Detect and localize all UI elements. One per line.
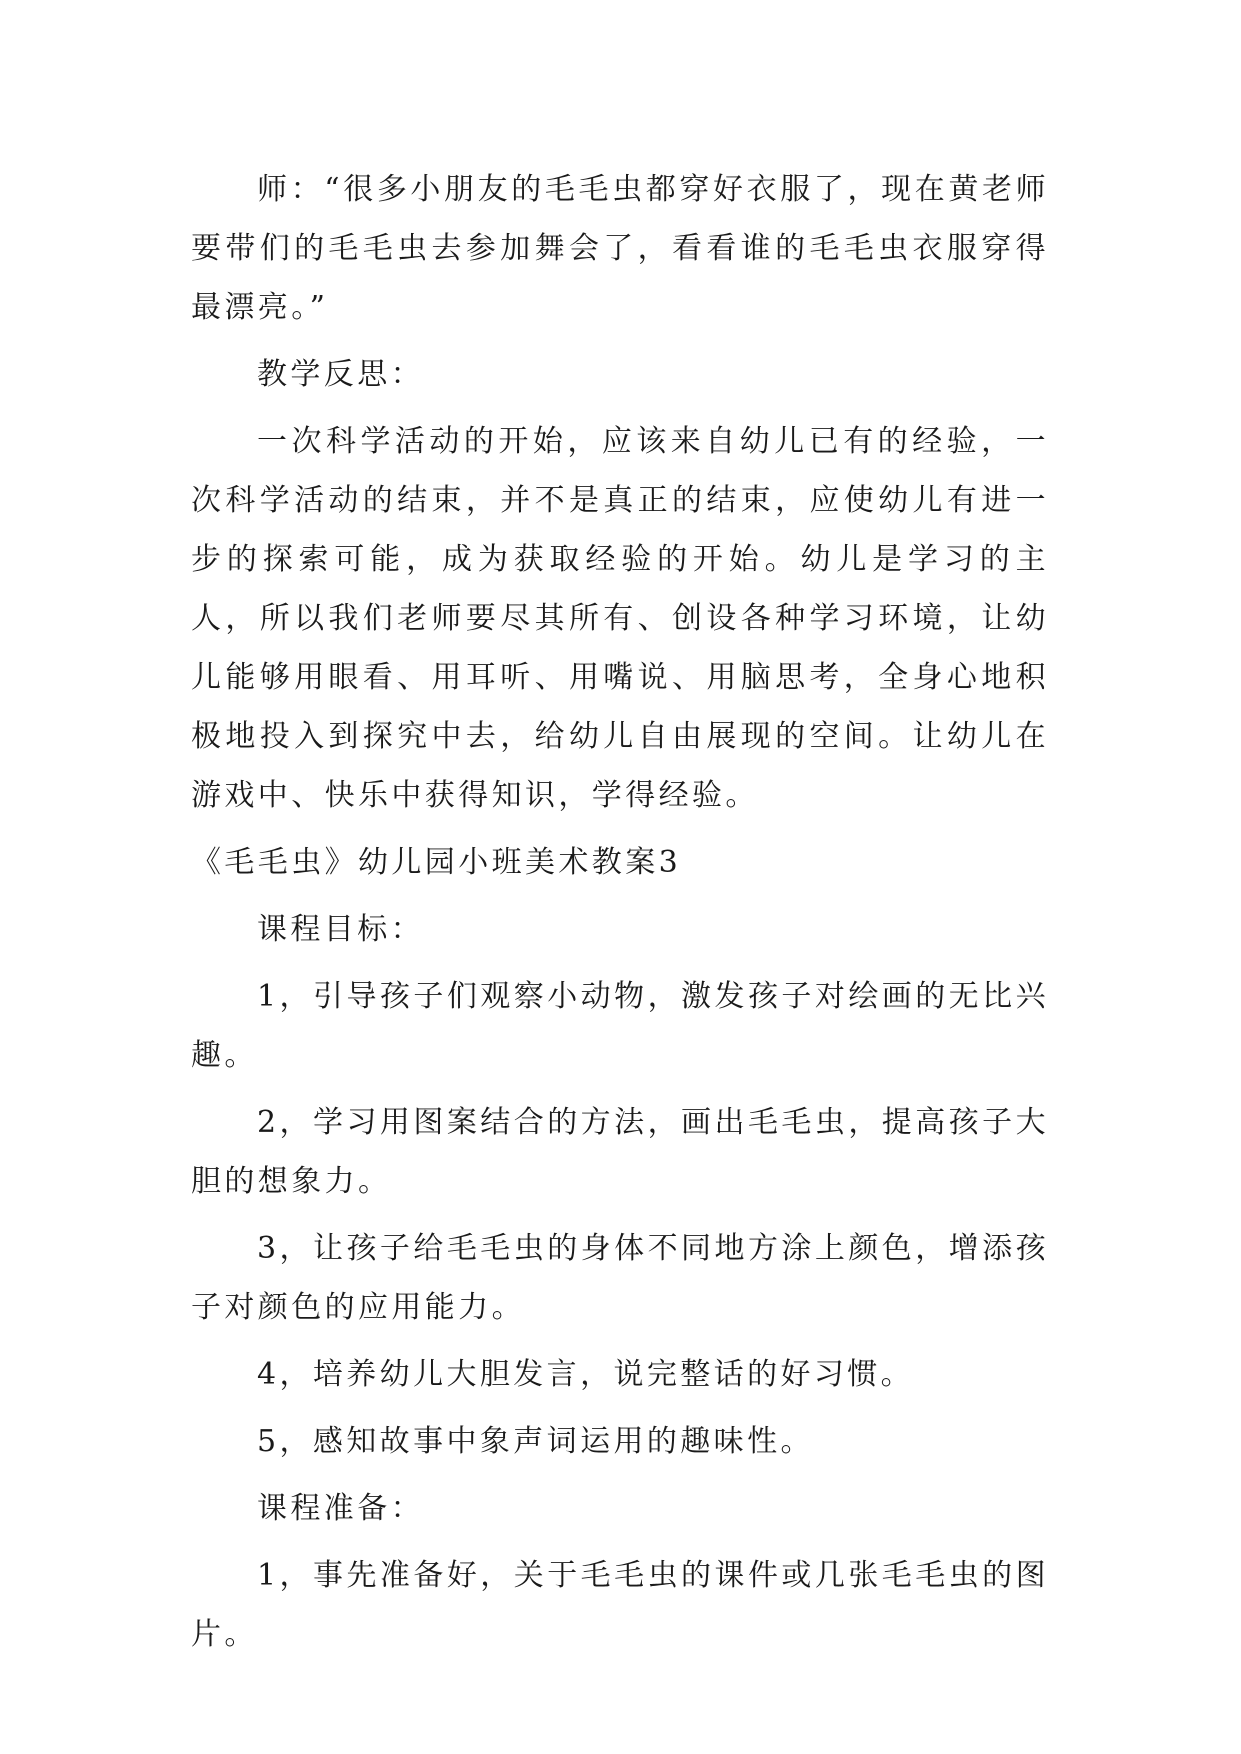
paragraph-goal-3: 3，让孩子给毛毛虫的身体不同地方涂上颜色，增添孩子对颜色的应用能力。 [191, 1231, 1049, 1325]
paragraph-teaching-reflection-label: 教学反思： [257, 357, 424, 392]
section-heading: 《毛毛虫》幼儿园小班美术教案3 [191, 845, 682, 880]
paragraph-prep-1: 1，事先准备好，关于毛毛虫的课件或几张毛毛虫的图片。 [191, 1558, 1049, 1652]
paragraph-teacher-quote: 师：“很多小朋友的毛毛虫都穿好衣服了，现在黄老师要带们的毛毛虫去参加舞会了，看看谁的毛毛虫衣服穿得最漂亮。” [191, 172, 1049, 325]
paragraph-goal-5: 5，感知故事中象声词运用的趣味性。 [257, 1424, 814, 1459]
paragraph-goal-1: 1，引导孩子们观察小动物，激发孩子对绘画的无比兴趣。 [191, 979, 1049, 1073]
paragraph-course-prep-label: 课程准备： [257, 1491, 424, 1526]
paragraph-teaching-reflection: 一次科学活动的开始，应该来自幼儿已有的经验，一次科学活动的结束，并不是真正的结束，应使幼儿有进一步的探索可能，成为获取经验的开始。幼儿是学习的主人，所以我们老师要尽其所有、创设各种学习环境，让幼儿能够用眼看、用耳听、用嘴说、用脑思考，全身心地积极地投入到探究中去，给幼儿自由展现的空间。让幼儿在游戏中、快乐中获得知识，学得经验。 [191, 424, 1049, 813]
paragraph-course-goals-label: 课程目标： [257, 912, 424, 947]
paragraph-goal-4: 4，培养幼儿大胆发言，说完整话的好习惯。 [257, 1357, 915, 1392]
document-body [191, 160, 1049, 1672]
paragraph-goal-2: 2，学习用图案结合的方法，画出毛毛虫，提高孩子大胆的想象力。 [191, 1105, 1049, 1199]
